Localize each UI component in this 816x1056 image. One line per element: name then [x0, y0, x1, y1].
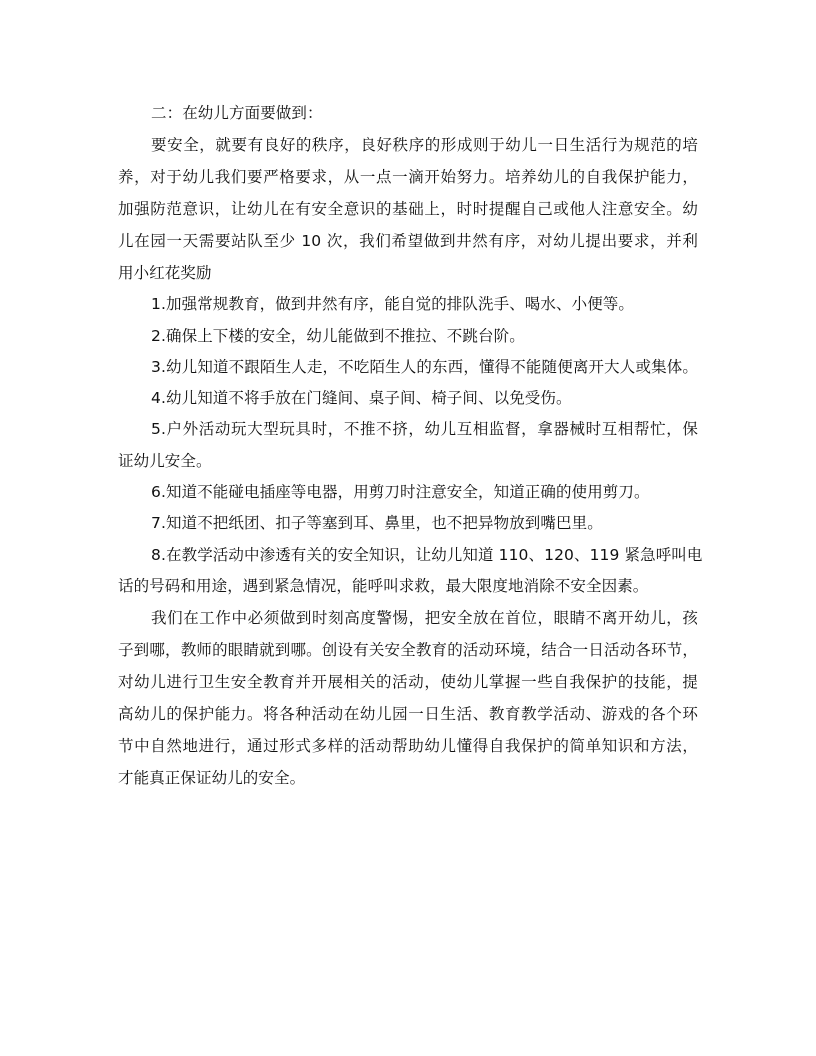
paragraph-line: 用小红花奖励: [118, 264, 212, 282]
list-item: 2.确保上下楼的安全，幼儿能做到不推拉、不跳台阶。: [151, 327, 525, 345]
list-item: 3.幼儿知道不跟陌生人走，不吃陌生人的东西，懂得不能随便离开大人或集体。: [151, 358, 698, 376]
list-item: 6.知道不能碰电插座等电器，用剪刀时注意安全，知道正确的使用剪刀。: [151, 483, 650, 501]
list-item: 5.户外活动玩大型玩具时，不推不挤，幼儿互相监督，拿器械时互相帮忙，保: [151, 420, 698, 438]
list-item: 8.在教学活动中渗透有关的安全知识，让幼儿知道 110、120、119 紧急呼叫电: [151, 546, 703, 564]
paragraph-line: 我们在工作中必须做到时刻高度警惕，把安全放在首位，眼睛不离开幼儿，孩: [151, 609, 698, 627]
paragraph-line: 高幼儿的保护能力。将各种活动在幼儿园一日生活、教育教学活动、游戏的各个环: [118, 705, 698, 723]
paragraph-line: 加强防范意识，让幼儿在有安全意识的基础上，时时提醒自己或他人注意安全。幼: [118, 200, 698, 218]
paragraph-line: 节中自然地进行，通过形式多样的活动帮助幼儿懂得自我保护的简单知识和方法，: [118, 737, 698, 755]
paragraph-line: 子到哪，教师的眼睛就到哪。创设有关安全教育的活动环境，结合一日活动各环节，: [118, 641, 698, 659]
paragraph-line: 要安全，就要有良好的秩序，良好秩序的形成则于幼儿一日生活行为规范的培: [151, 136, 698, 154]
list-item: 7.知道不把纸团、扣子等塞到耳、鼻里，也不把异物放到嘴巴里。: [151, 514, 603, 532]
paragraph-line: 儿在园一天需要站队至少 10 次，我们希望做到井然有序，对幼儿提出要求，并利: [118, 232, 698, 250]
list-item-continuation: 证幼儿安全。: [118, 452, 212, 470]
paragraph-line: 对幼儿进行卫生安全教育并开展相关的活动，使幼儿掌握一些自我保护的技能，提: [118, 673, 698, 691]
section-heading: 二：在幼儿方面要做到：: [151, 104, 323, 122]
list-item: 4.幼儿知道不将手放在门缝间、桌子间、椅子间、以免受伤。: [151, 389, 572, 407]
list-item: 1.加强常规教育，做到井然有序，能自觉的排队洗手、喝水、小便等。: [151, 295, 634, 313]
paragraph-line: 才能真正保证幼儿的安全。: [118, 769, 306, 787]
list-item-continuation: 话的号码和用途，遇到紧急情况，能呼叫求救，最大限度地消除不安全因素。: [118, 577, 649, 595]
paragraph-line: 养，对于幼儿我们要严格要求，从一点一滴开始努力。培养幼儿的自我保护能力，: [118, 168, 698, 186]
